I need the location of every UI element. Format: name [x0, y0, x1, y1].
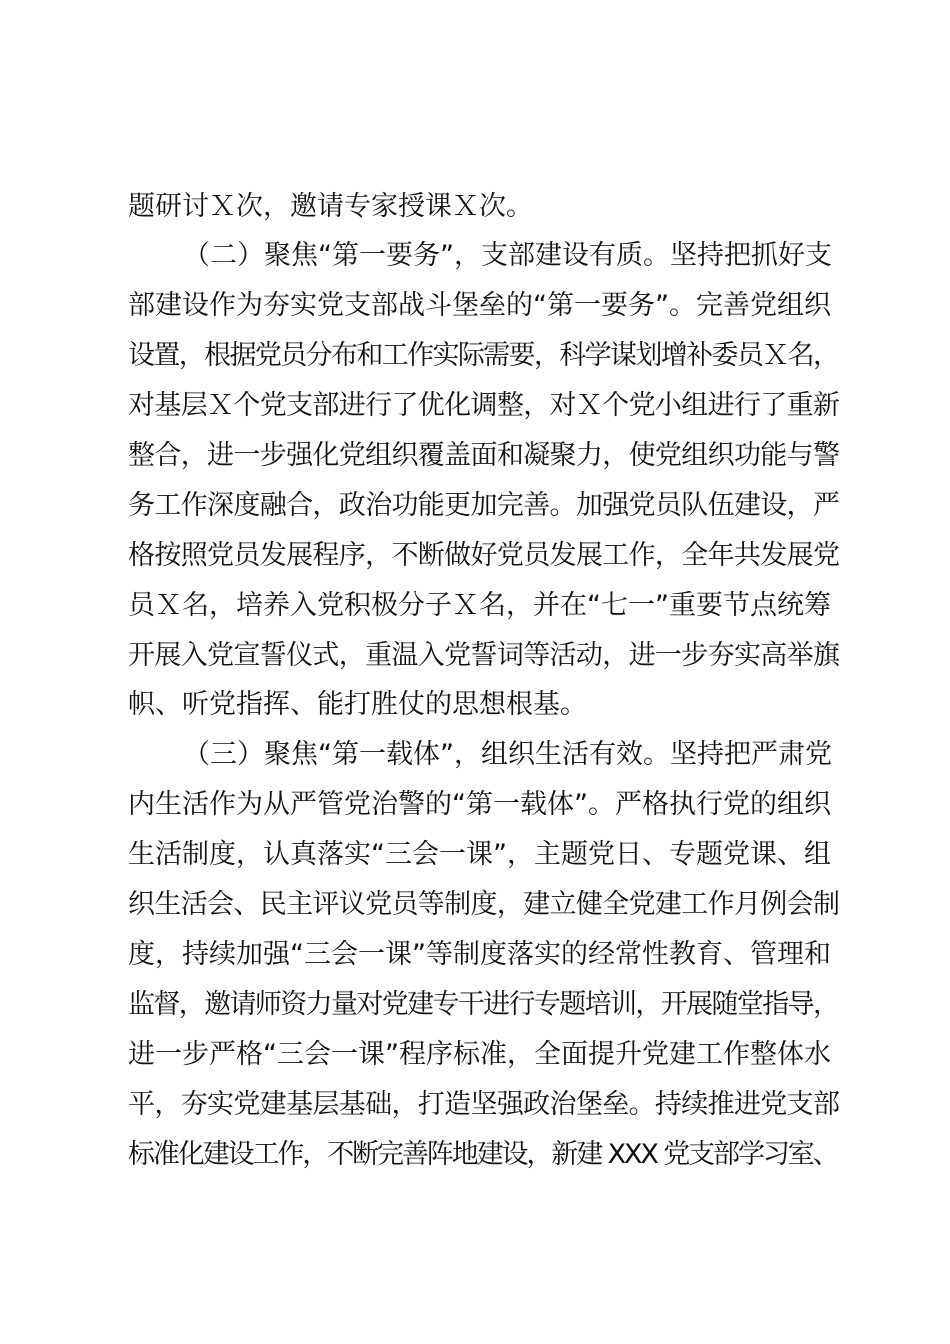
text-line: 度，持续加强“三会一课”等制度落实的经常性教育、管理和 [128, 939, 831, 970]
text-line: 平，夯实党建基层基础，打造坚强政治堡垒。持续推进党支部 [128, 1089, 840, 1120]
text-line: 对基层Ｘ个党支部进行了优化调整，对Ｘ个党小组进行了重新 [128, 390, 840, 421]
text-line: 部建设作为夯实党支部战斗堡垒的“第一要务”。完善党组织 [128, 290, 831, 321]
text-line: 设置，根据党员分布和工作实际需要，科学谋划增补委员Ｘ名， [128, 340, 839, 371]
text-line: 进一步严格“三会一课”程序标准，全面提升党建工作整体水 [128, 1039, 831, 1070]
text-line: 整合，进一步强化党组织覆盖面和凝聚力，使党组织功能与警 [128, 440, 840, 471]
text-line: 格按照党员发展程序，不断做好党员发展工作，全年共发展党 [128, 540, 840, 571]
text-line: 织生活会、民主评议党员等制度，建立健全党建工作月例会制 [128, 889, 840, 920]
text-line: （三）聚焦“第一载体”，组织生活有效。坚持把严肃党 [183, 739, 832, 770]
text-line: 标准化建设工作，不断完善阵地建设，新建 XXX 党支部学习室、 [128, 1139, 838, 1170]
text-line: 帜、听党指挥、能打胜仗的思想根基。 [128, 689, 587, 720]
text-line: 内生活作为从严管党治警的“第一载体”。严格执行党的组织 [128, 789, 831, 820]
text-line: 员Ｘ名，培养入党积极分子Ｘ名，并在“七一”重要节点统筹 [128, 590, 831, 621]
text-line: （二）聚焦“第一要务”，支部建设有质。坚持把抓好支 [183, 240, 832, 271]
text-line: 题研讨Ｘ次，邀请专家授课Ｘ次。 [128, 191, 533, 222]
text-line: 监督，邀请师资力量对党建专干进行专题培训，开展随堂指导， [128, 989, 839, 1020]
text-line: 务工作深度融合，政治功能更加完善。加强党员队伍建设，严 [128, 490, 840, 521]
text-line: 开展入党宣誓仪式，重温入党誓词等活动，进一步夯实高举旗 [128, 640, 840, 671]
text-line: 生活制度，认真落实“三会一课”，主题党日、专题党课、组 [128, 839, 831, 870]
